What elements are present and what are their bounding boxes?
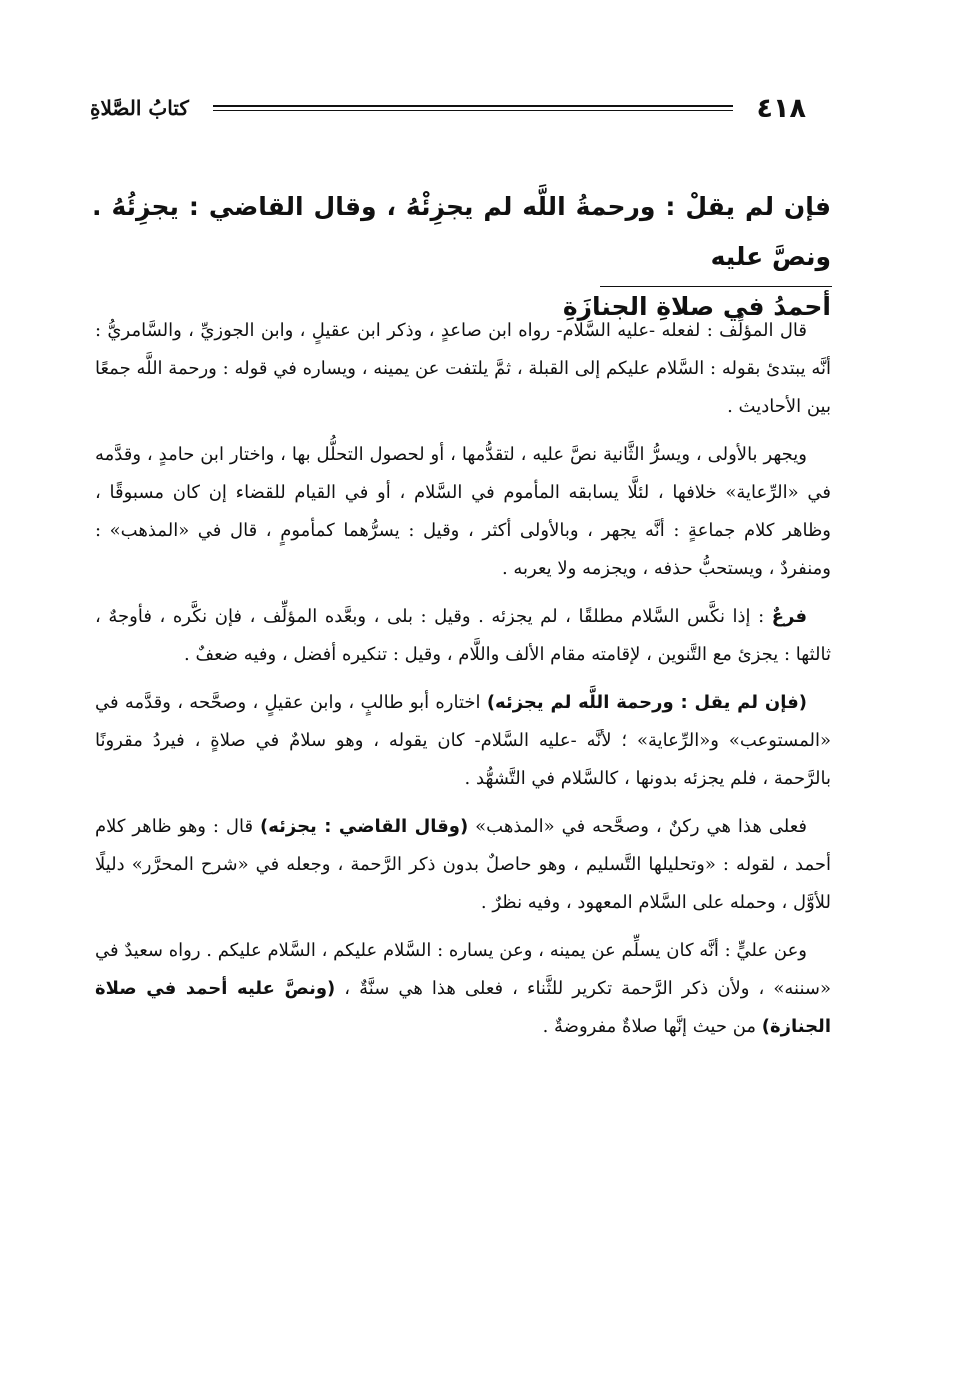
matn-separator <box>600 286 832 287</box>
paragraph-5-quote: (وقال القاضي : يجزئه) <box>259 816 469 837</box>
paragraph-5-body: قال : وهو ظاهر كلام أحمد ، لقوله : «وتحليلها التَّسليم ، وهو حاصلٌ بدون ذكر الرَّحمة ، وجعله في «شرح المحرَّر» دليلًا للأوَّل ، وحمله على السَّلام المعهود ، وفيه نظرٌ . <box>95 816 831 913</box>
header-rule <box>213 105 733 111</box>
commentary-text <box>95 312 831 1056</box>
paragraph-5-start: فعلى هذا هي ركنٌ ، وصحَّحه في «المذهب» <box>468 816 807 837</box>
paragraph-5 <box>95 808 831 922</box>
paragraph-3 <box>95 598 831 674</box>
page-header <box>90 88 806 128</box>
matn-line-1: فإن لم يقلْ : ورحمةُ اللَّه لم يجزِئْهُ ، وقال القاضي : يجزِئُهُ . ونصَّ عليه <box>92 192 831 271</box>
matn-line-2: أحمدُ في صلاةِ الجنازَةِ <box>562 292 831 321</box>
paragraph-6-start: وعن عليٍّ : أنَّه كان يسلِّم عن يمينه ، وعن يساره : السَّلام عليكم ، السَّلام عليكم . رواه سعيدٌ في «سننه» ، ولأن ذكر الرَّحمة تكرير للثَّناء ، فعلى هذا هي سنَّةٌ ، <box>95 940 832 999</box>
paragraph-6-quote: (ونصَّ عليه أحمد في صلاة الجنازة) <box>95 978 831 1037</box>
book-title: كتابُ الصَّلاةِ <box>90 96 189 120</box>
paragraph-4-body: اختاره أبو طالبٍ ، وابن عقيلٍ ، وصحَّحه ، وقدَّمه في «المستوعب» و«الرِّعاية» ؛ لأنَّه -عليه السَّلام- كان يقوله ، وهو سلامٌ في صلاةٍ ، فيردُ مقرونًا بالرَّحمة ، فلم يجزئه بدونها ، كالسَّلام في التَّشهُّد . <box>95 692 831 789</box>
paragraph-6 <box>95 932 831 1046</box>
paragraph-1: قال المؤلِّف : لفعله -عليه السَّلام- رواه ابن صاعدٍ ، وذكر ابن عقيلٍ ، وابن الجوزيِّ ، والسَّامريُّ : أنَّه يبتدئ بقوله : السَّلام عليكم إلى القبلة ، ثمَّ يلتفت عن يمينه ، ويساره في قوله : ورحمة اللَّه جمعًا بين الأحاديث . <box>95 320 831 417</box>
paragraph-2: ويجهر بالأولى ، ويسرُّ الثَّانية نصَّ عليه ، لتقدُّمها ، أو لحصول التحلُّل بها ، واختار ابن حامدٍ ، وقدَّمه في «الرِّعاية» خلافها ، لئلَّا يسابقه المأموم في السَّلام ، أو في القيام للقضاء إن كان مسبوقًا ، وظاهر كلام جماعةٍ : أنَّه يجهر ، وبالأولى أكثر ، وقيل : يسرُّهما كمأمومٍ ، قال في «المذهب» : ومنفردٌ ، ويستحبُّ حذفه ، ويجزمه ولا يعربه . <box>95 444 831 579</box>
page-number: ٤١٨ <box>756 92 806 124</box>
paragraph-4-lead: (فإن لم يقل : ورحمة اللَّه لم يجزئه) <box>486 692 807 713</box>
paragraph-4 <box>95 684 831 798</box>
matn-text <box>92 182 831 332</box>
paragraph-6-body: من حيث إنَّها صلاةٌ مفروضةٌ . <box>542 1016 762 1037</box>
paragraph-3-body: : إذا نكَّس السَّلام مطلقًا ، لم يجزئه . وقيل : بلى ، وبعَّده المؤلِّف ، فإن نكَّره ، فأوجهٌ ، ثالثها : يجزئ مع التَّنوين ، لإقامته مقام الألف واللَّام ، وقيل : تنكيره أفضل ، وفيه ضعفٌ . <box>95 606 831 665</box>
paragraph-3-lead: فرعٌ <box>771 606 807 627</box>
